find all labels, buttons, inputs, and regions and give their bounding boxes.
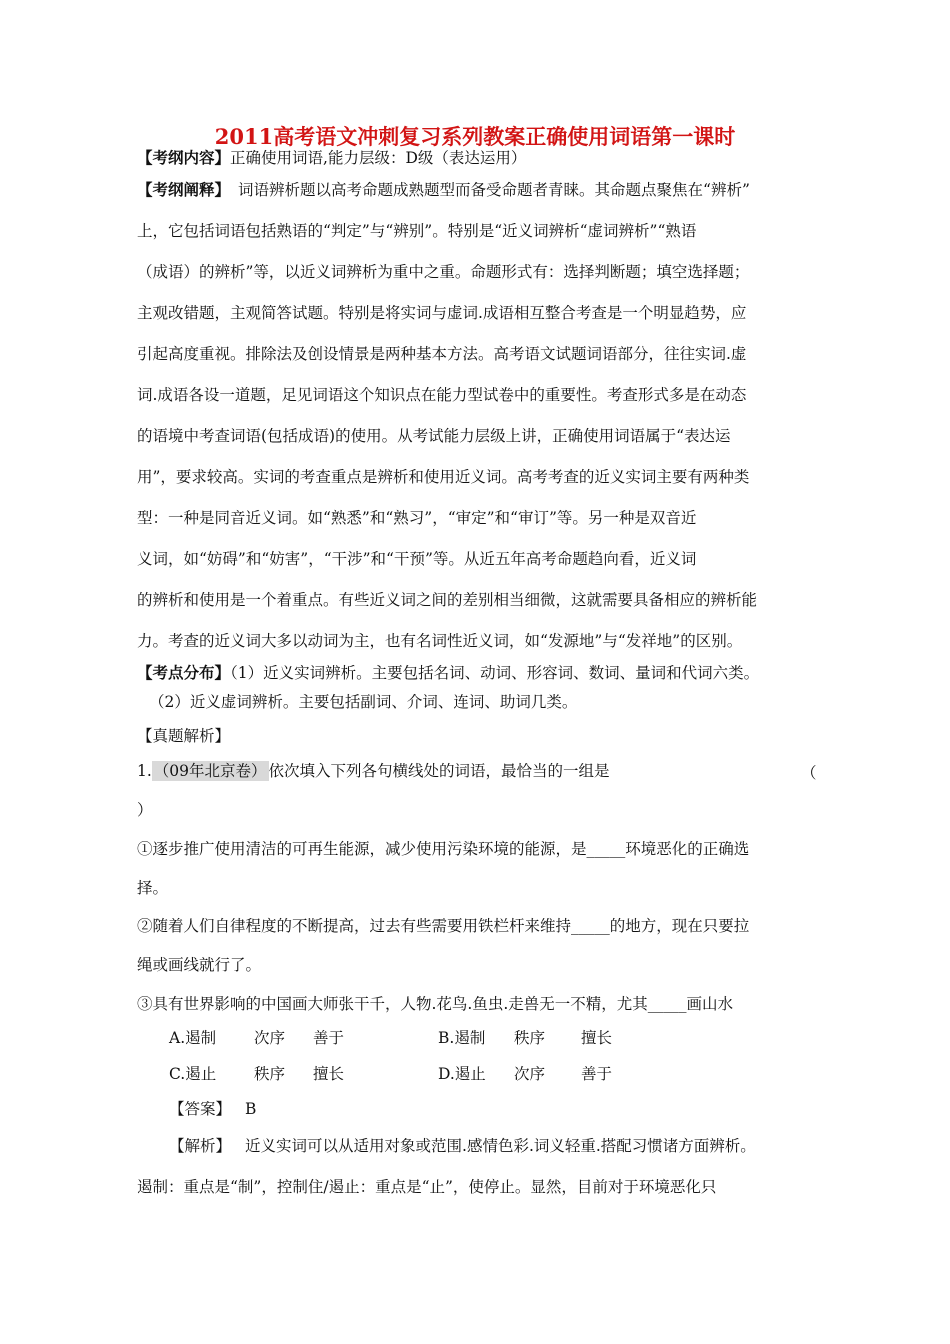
explain-text-line: 力。考查的近义词大多以动词为主，也有名词性近义词，如“发源地”与“发祥地”的区别。 — [137, 632, 743, 650]
option-c-word-2: 秩序 — [254, 1065, 286, 1083]
explain-text-line: 型：一种是同音近义词。如“熟悉”和“熟习”，“审定”和“审订”等。另一种是双音近 — [137, 509, 697, 527]
question-stem-line — [137, 760, 610, 782]
sentence-1-line-1: ①逐步推广使用清洁的可再生能源，减少使用污染环境的能源，是_____环境恶化的正确选 — [137, 840, 750, 858]
exam-section-header: 【真题解析】 — [137, 727, 231, 745]
option-a-word-2: 次序 — [254, 1029, 286, 1047]
option-b-word-3: 擅长 — [581, 1029, 613, 1047]
sentence-2-line-1: ②随着人们自律程度的不断提高，过去有些需要用铁栏杆来维持_____的地方，现在只要拉 — [137, 917, 750, 935]
answer-value: B — [245, 1100, 257, 1118]
syllabus-explain-label: 【考纲阐释】 — [137, 180, 231, 199]
sentence-2-line-2: 绳或画线就行了。 — [137, 956, 262, 974]
option-a-word-3: 善于 — [313, 1029, 345, 1047]
points-text-1: （1）近义实词辨析。主要包括名词、动词、形容词、数词、量词和代词六类。 — [230, 664, 760, 682]
explain-text-line: 词.成语各设一道题，足见词语这个知识点在能力型试卷中的重要性。考查形式多是在动态 — [137, 386, 747, 404]
option-d-word-1: D.遏止 — [438, 1065, 486, 1083]
syllabus-content-line — [137, 147, 526, 169]
explain-text-line: 上，它包括词语包括熟语的“判定”与“辨别”。特别是“近义词辨析“虚词辨析”“熟语 — [137, 222, 697, 240]
syllabus-content-text: 正确使用词语,能力层级：D级（表达运用） — [230, 149, 527, 167]
option-b-word-2: 秩序 — [514, 1029, 546, 1047]
document-title: 2011高考语文冲刺复习系列教案正确使用词语第一课时 — [214, 124, 736, 149]
analysis-label: 【解析】 — [169, 1137, 232, 1155]
explain-text-line: （成语）的辨析”等，以近义词辨析为重中之重。命题形式有：选择判断题；填空选择题； — [137, 263, 750, 281]
answer-line — [169, 1098, 256, 1120]
option-c-word-1: C.遏止 — [169, 1065, 217, 1083]
option-a-word-1: A.遏制 — [169, 1029, 217, 1047]
question-number: 1. — [137, 762, 152, 780]
points-label: 【考点分布】 — [137, 663, 231, 682]
answer-paren-close: ） — [137, 801, 153, 819]
explain-text-line: 词语辨析题以高考命题成熟题型而备受命题者青睐。其命题点聚焦在“辨析” — [238, 181, 750, 199]
sentence-3: ③具有世界影响的中国画大师张干千，人物.花鸟.鱼虫.走兽无一不精，尤其_____画山水 — [137, 995, 734, 1013]
explain-text-line: 的语境中考查词语(包括成语)的使用。从考试能力层级上讲，正确使用词语属于“表达运 — [137, 427, 731, 445]
answer-paren-open: （ — [801, 764, 817, 782]
option-d-word-3: 善于 — [581, 1065, 613, 1083]
explain-text-line: 义词，如“妨碍”和“妨害”，“干涉”和“干预”等。从近五年高考命题趋向看，近义词 — [137, 550, 697, 568]
syllabus-explain-line — [137, 179, 750, 201]
syllabus-content-label: 【考纲内容】 — [137, 148, 231, 167]
analysis-line-2: 遏制：重点是“制”，控制住/遏止：重点是“止”，使停止。显然，目前对于环境恶化只 — [137, 1178, 717, 1196]
question-source-tag: （09年北京卷） — [153, 762, 267, 780]
option-b-word-1: B.遏制 — [438, 1029, 486, 1047]
explain-text-line: 主观改错题，主观简答试题。特别是将实词与虚词.成语相互整合考查是一个明显趋势，应 — [137, 304, 747, 322]
explain-text-line: 引起高度重视。排除法及创设情景是两种基本方法。高考语文试题词语部分，往往实词.虚 — [137, 345, 747, 363]
sentence-1-line-2: 择。 — [137, 879, 169, 897]
explain-text-line: 的辨析和使用是一个着重点。有些近义词之间的差别相当细微，这就需要具备相应的辨析能 — [137, 591, 758, 609]
option-c-word-3: 擅长 — [313, 1065, 345, 1083]
points-line-1 — [137, 662, 759, 684]
analysis-text-1: 近义实词可以从适用对象或范围.感情色彩.词义轻重.搭配习惯诸方面辨析。 — [245, 1137, 756, 1155]
answer-label: 【答案】 — [169, 1100, 232, 1118]
points-line-2: （2）近义虚词辨析。主要包括副词、介词、连词、助词几类。 — [149, 693, 578, 711]
option-d-word-2: 次序 — [514, 1065, 546, 1083]
analysis-line-1 — [169, 1135, 756, 1157]
explain-text-line: 用”，要求较高。实词的考查重点是辨析和使用近义词。高考考查的近义实词主要有两种类 — [137, 468, 750, 486]
question-stem: 依次填入下列各句横线处的词语，最恰当的一组是 — [268, 762, 610, 780]
